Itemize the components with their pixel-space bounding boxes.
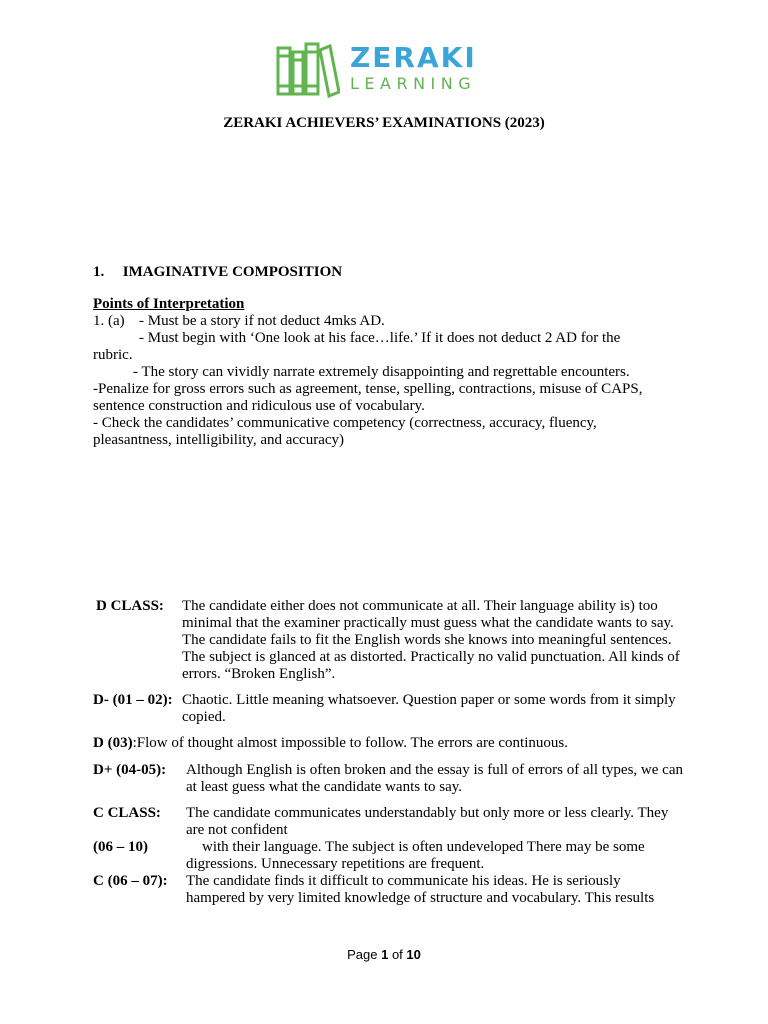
page-footer — [0, 947, 768, 962]
points-heading: Points of Interpretation — [93, 296, 245, 312]
rubric-text: The candidate communicates understandably but only more or less clearly. They are not confident — [186, 805, 669, 838]
points-line-3-text: - The story can vividly narrate extremely disappointing and regrettable encounters. — [133, 364, 630, 380]
rubric-text: Chaotic. Little meaning whatsoever. Question paper or some words from it simply copied. — [182, 692, 676, 725]
points-line-1-text: - Must be a story if not deduct 4mks AD. — [139, 313, 385, 329]
page-word: Page — [347, 947, 378, 962]
logo-subtitle: LEARNING — [350, 74, 477, 93]
rubric-label: (06 – 10) — [93, 839, 148, 855]
section-heading — [93, 264, 342, 281]
of-word: of — [391, 947, 403, 962]
logo-wordmark: ZERAKI — [350, 41, 477, 74]
rubric-c-range — [93, 839, 683, 873]
rubric-label: C (06 – 07): — [93, 873, 168, 889]
rubric-c-class — [93, 805, 683, 839]
rubric-label: D+ (04-05): — [93, 762, 167, 778]
rubric-text: The candidate either does not communicate at all. Their language ability is) too minimal that the examiner practically must guess what the candidate wants to say. The candidate fails to fit the English words she knows into meaningful sentences. The subject is glanced at as distorted. Practically no valid punctuation. All kinds of errors. “Broken English”. — [182, 598, 680, 682]
points-line-2 — [93, 330, 653, 364]
question-label: 1. (a) — [93, 313, 125, 329]
rubric-c-06-07 — [93, 873, 683, 907]
zeraki-logo — [276, 42, 496, 98]
rubric-label: D (03) — [93, 735, 133, 751]
page-total: 10 — [406, 947, 421, 962]
rubric-text: The candidate finds it difficult to communicate his ideas. He is seriously hampered by very limited knowledge of structure and vocabulary. This results — [186, 873, 655, 906]
page-number: 1 — [381, 947, 389, 962]
rubric-label: C CLASS: — [93, 805, 161, 821]
rubric-d-class — [93, 598, 683, 683]
rubric-d-plus — [93, 762, 683, 796]
rubric-d-03 — [93, 735, 683, 752]
rubric-label: D CLASS: — [96, 598, 164, 614]
rubric-d-minus — [93, 692, 683, 726]
points-line-4: -Penalize for gross errors such as agreement, tense, spelling, contractions, misuse of CAPS, sentence construction and ridiculous use of vocabulary. — [93, 381, 643, 414]
rubric-text: :Flow of thought almost impossible to follow. The errors are continuous. — [132, 735, 568, 751]
points-line-5: - Check the candidates’ communicative competency (correctness, accuracy, fluency, pleasantness, intelligibility, and accuracy) — [93, 415, 597, 448]
section-number: 1. — [93, 264, 105, 280]
points-line-2-text: - Must begin with ‘One look at his face…life.’ If it does not deduct 2 AD for the rubric. — [93, 330, 621, 363]
rubric-text: with their language. The subject is often undeveloped There may be some digressions. Unnecessary repetitions are frequent. — [186, 839, 645, 872]
rubric-label: D- (01 – 02): — [93, 692, 173, 708]
points-line-1 — [93, 313, 653, 330]
section-title: IMAGINATIVE COMPOSITION — [122, 264, 343, 280]
points-line-3 — [93, 364, 653, 381]
books-icon — [276, 42, 340, 98]
exam-title: ZERAKI ACHIEVERS’ EXAMINATIONS (2023) — [223, 115, 545, 131]
rubric-text: Although English is often broken and the essay is full of errors of all types, we can at least guess what the candidate wants to say. — [186, 762, 683, 795]
rubric-text-wrap — [93, 839, 683, 873]
